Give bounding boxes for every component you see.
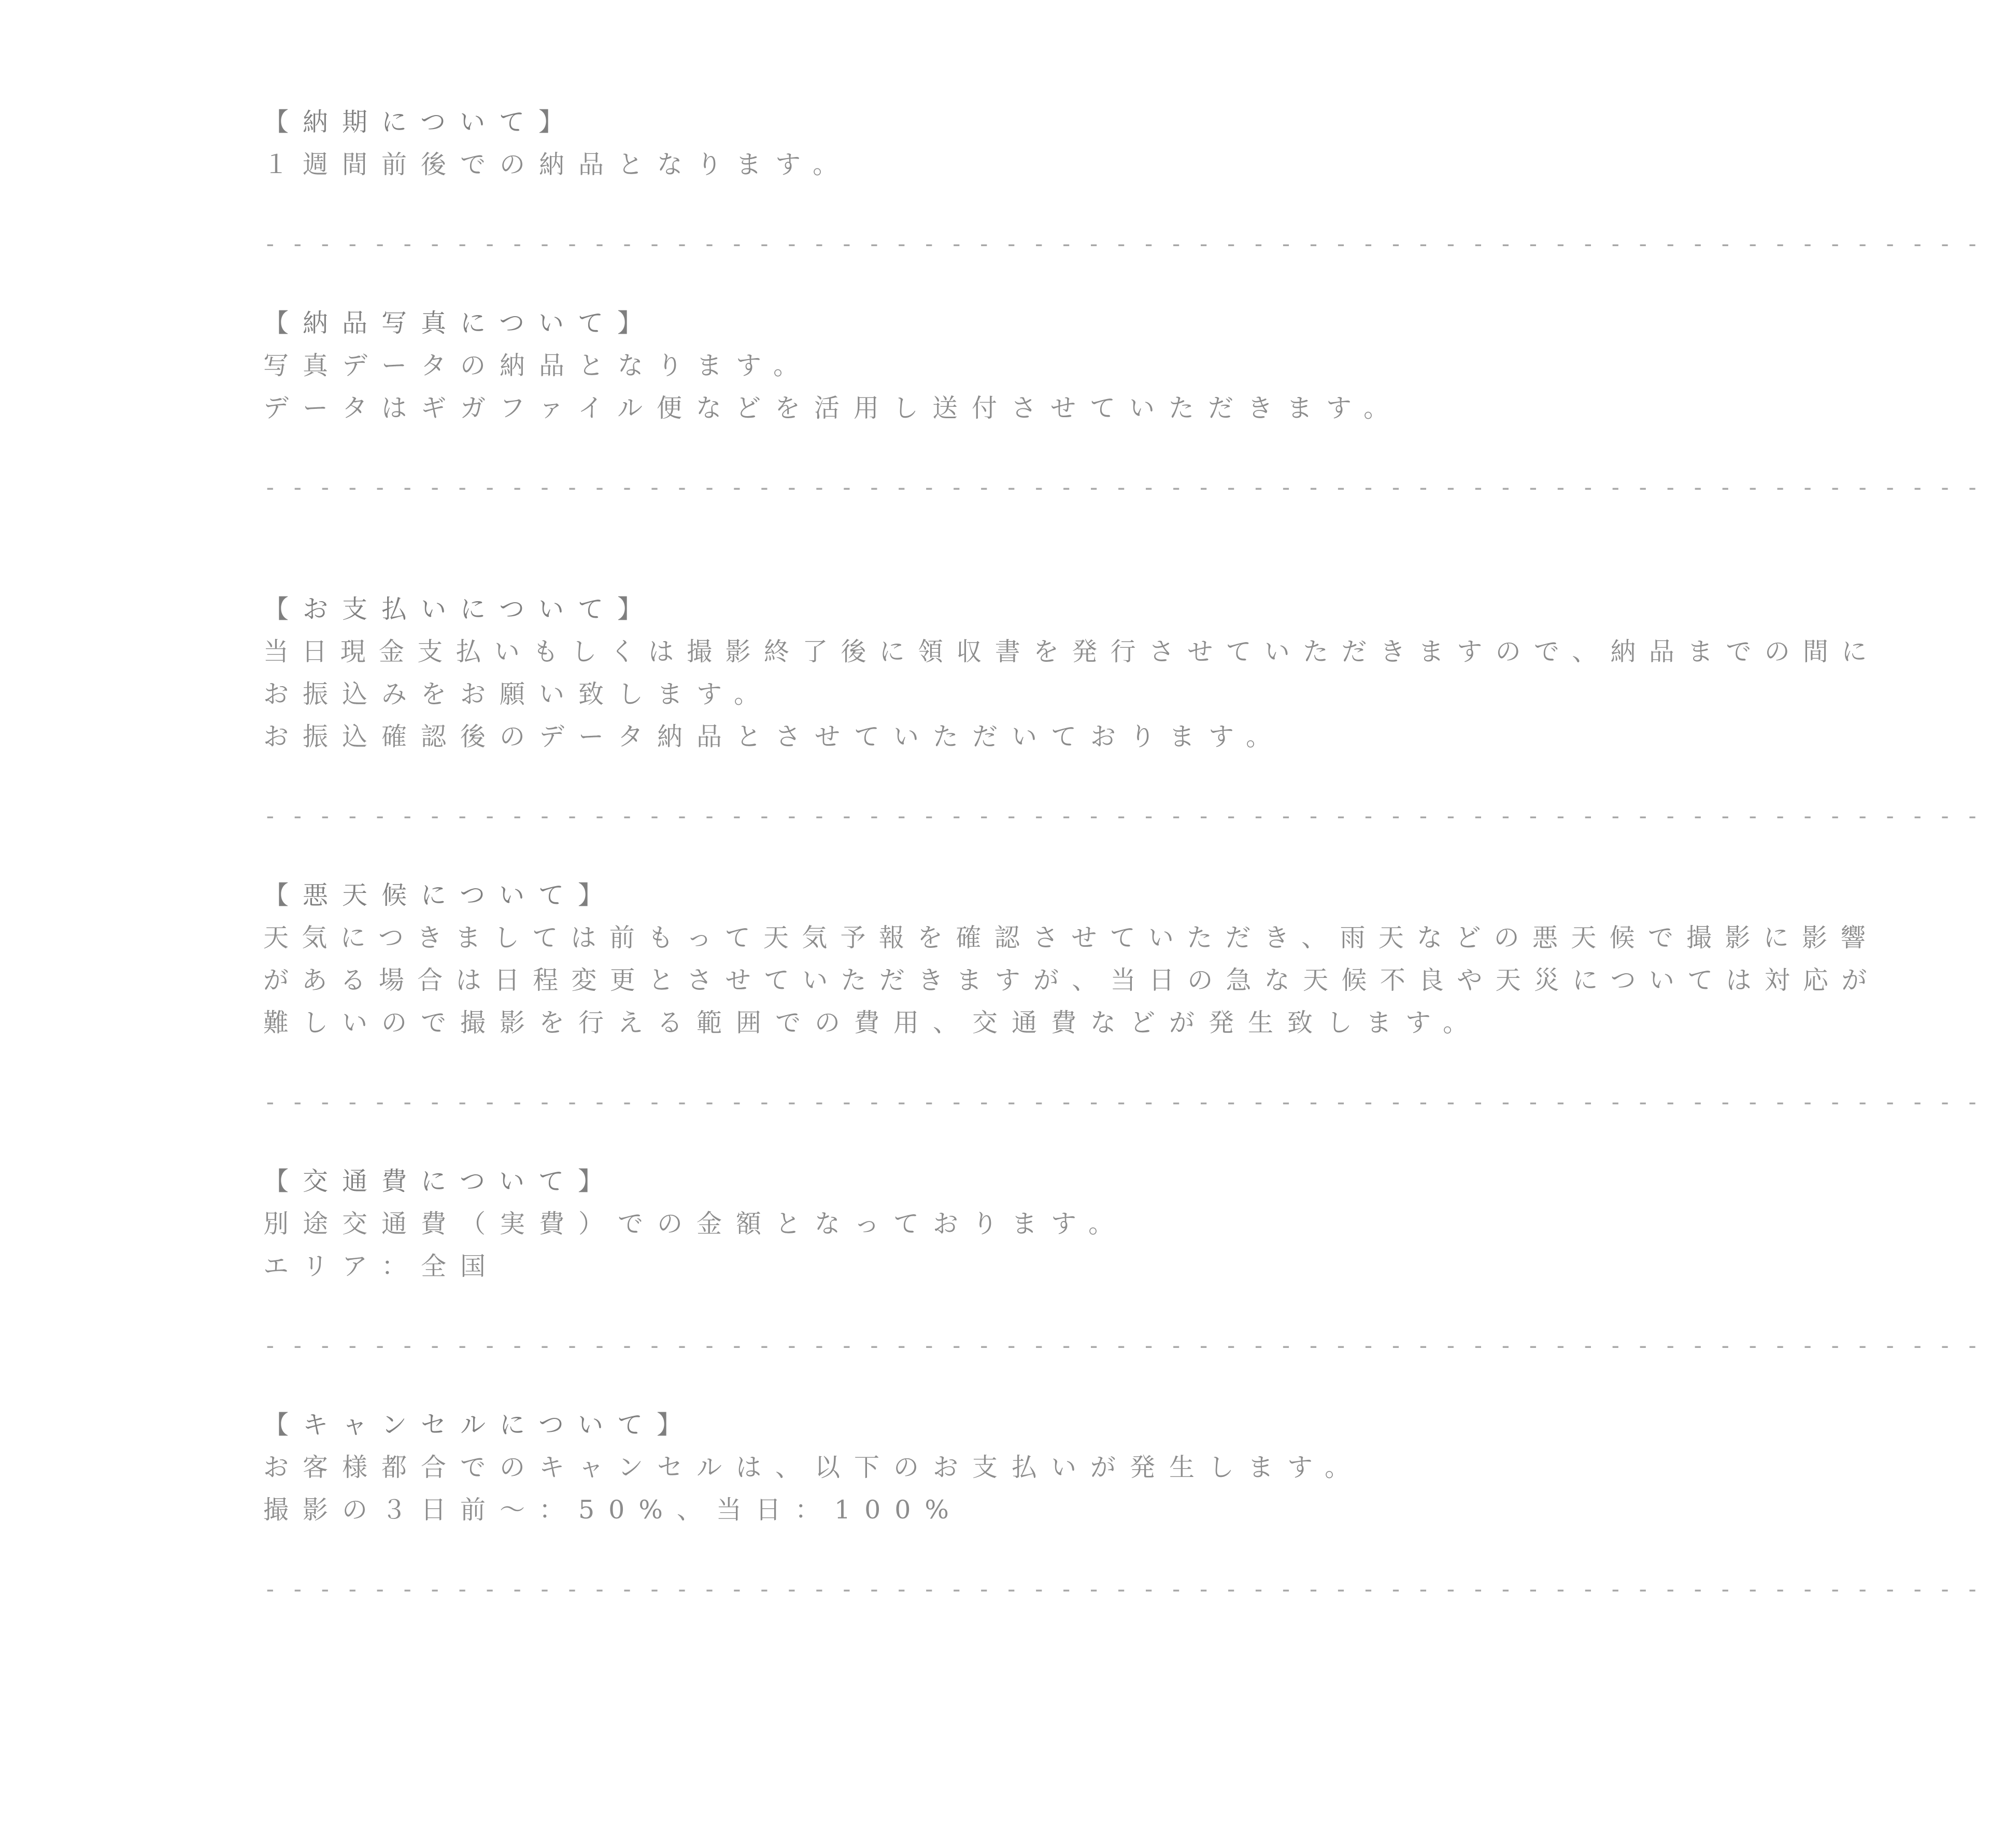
section-title: 【キャンセルについて】 bbox=[263, 1410, 696, 1440]
paragraph-line: 撮影の３日前〜：50%、当日：100% bbox=[263, 1495, 963, 1525]
section-title: 【納品写真について】 bbox=[263, 308, 657, 338]
section-title: 【納期について】 bbox=[263, 107, 578, 137]
section-title: 【悪天候について】 bbox=[263, 880, 618, 910]
section-divider: - - - - - - - - - - - - - - - - - - - - - - - - - - - - - - - - - - - - - - - - - - - - - - - - - - - - - - - - - - - - - - - bbox=[263, 1576, 1980, 1602]
section-divider: - - - - - - - - - - - - - - - - - - - - - - - - - - - - - - - - - - - - - - - - - - - - - - - - - - - - - - - - - - - - - - - bbox=[263, 1089, 1980, 1115]
section-title: 【お支払いについて】 bbox=[263, 594, 657, 624]
section-divider: - - - - - - - - - - - - - - - - - - - - - - - - - - - - - - - - - - - - - - - - - - - - - - - - - - - - - - - - - - - - - - - bbox=[263, 474, 1980, 501]
section-delivery-period bbox=[263, 101, 1756, 186]
paragraph-line: お振込確認後のデータ納品とさせていただいております。 bbox=[263, 722, 1286, 751]
section-title: 【交通費について】 bbox=[263, 1167, 618, 1196]
section-payment bbox=[263, 588, 1880, 758]
paragraph-line: １週間前後での納品となります。 bbox=[263, 150, 852, 179]
section-divider: - - - - - - - - - - - - - - - - - - - - - - - - - - - - - - - - - - - - - - - - - - - - - - - - - - - - - - - - - - - - - - - bbox=[263, 803, 1980, 829]
section-divider: - - - - - - - - - - - - - - - - - - - - - - - - - - - - - - - - - - - - - - - - - - - - - - - - - - - - - - - - - - - - - - - bbox=[263, 231, 1980, 257]
paragraph-line: お客様都合でのキャンセルは、以下のお支払いが発生します。 bbox=[263, 1453, 1364, 1482]
paragraph-line: データはギガファイル便などを活用し送付させていただきます。 bbox=[263, 393, 1403, 423]
paragraph-line: がある場合は日程変更とさせていただきますが、当日の急な天候不良や天災については対応が bbox=[263, 965, 1880, 995]
paragraph-line: エリア：全国 bbox=[263, 1252, 500, 1281]
section-cancellation bbox=[263, 1404, 1756, 1531]
section-divider: - - - - - - - - - - - - - - - - - - - - - - - - - - - - - - - - - - - - - - - - - - - - - - - - - - - - - - - - - - - - - - - bbox=[263, 1332, 1980, 1359]
section-delivery-photos bbox=[263, 302, 1756, 430]
paragraph-line: 当日現金支払いもしくは撮影終了後に領収書を発行させていただきますので、納品までの間に bbox=[263, 637, 1880, 666]
paragraph-line: 難しいので撮影を行える範囲での費用、交通費などが発生致します。 bbox=[263, 1008, 1483, 1037]
paragraph-line: 写真データの納品となります。 bbox=[263, 351, 813, 380]
paragraph-line: 別途交通費（実費）での金額となっております。 bbox=[263, 1209, 1128, 1239]
notes-document bbox=[263, 101, 1980, 1605]
paragraph-line: お振込みをお願い致します。 bbox=[263, 679, 774, 709]
section-bad-weather bbox=[263, 874, 1880, 1044]
section-transportation bbox=[263, 1160, 1756, 1288]
paragraph-line: 天気につきましては前もって天気予報を確認させていただき、雨天などの悪天候で撮影に影響 bbox=[263, 923, 1879, 953]
